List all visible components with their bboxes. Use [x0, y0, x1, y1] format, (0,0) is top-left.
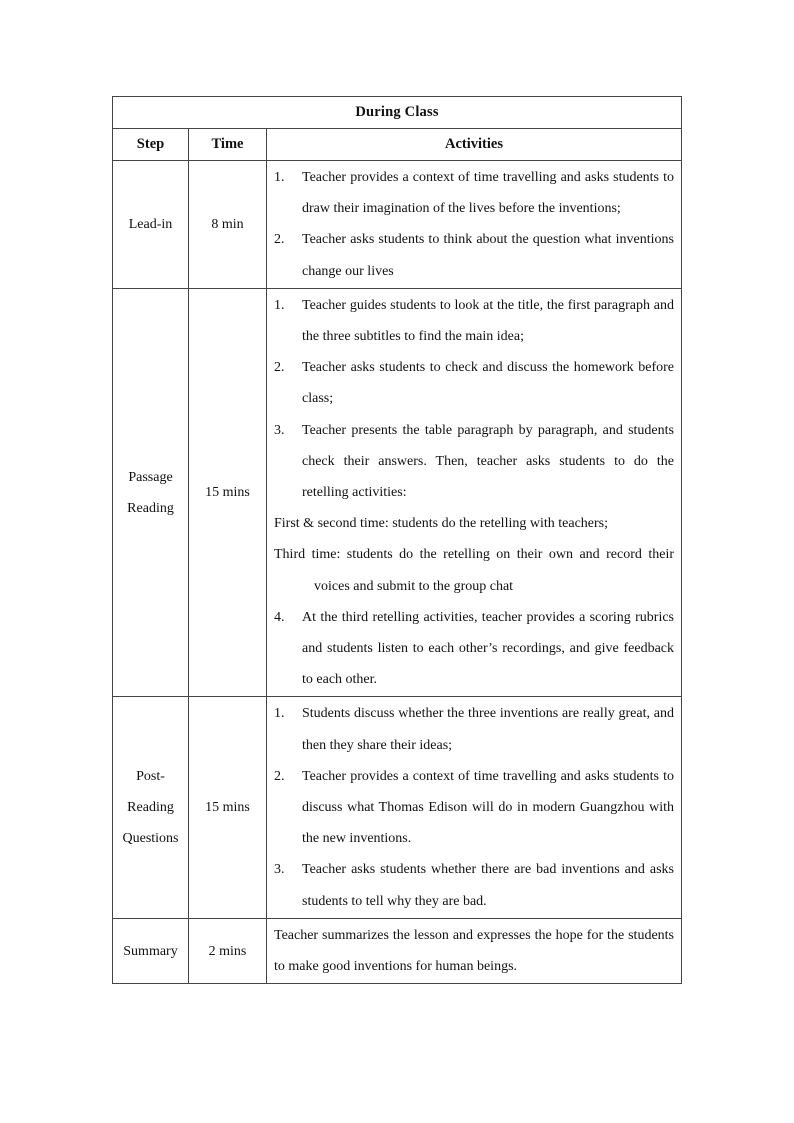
item-number: 2. — [274, 232, 285, 248]
table-row — [113, 161, 682, 289]
item-text: Teacher asks students to think about the question what inventions change our lives — [302, 232, 674, 279]
activity-item — [274, 698, 674, 760]
step-cell — [113, 161, 189, 289]
item-text: Teacher provides a context of time travelling and asks students to discuss what Thomas Edison will do in modern Guangzhou with the new inventions. — [302, 768, 674, 847]
table-row — [113, 288, 682, 697]
time-cell: 2 mins — [189, 918, 267, 983]
item-text: Teacher provides a context of time travelling and asks students to draw their imagination of the lives before the inventions; — [302, 170, 674, 217]
item-number: 1. — [274, 297, 285, 313]
item-number: 1. — [274, 170, 285, 185]
time-cell: 8 min — [189, 161, 267, 289]
activities-cell — [267, 161, 682, 289]
item-number: 4. — [274, 609, 285, 625]
table-row — [113, 918, 682, 983]
step-cell — [113, 288, 189, 697]
item-text: Teacher asks students to check and discuss the homework before class; — [302, 360, 674, 407]
item-number: 1. — [274, 706, 285, 722]
activity-item — [274, 290, 674, 352]
activity-item — [274, 162, 674, 224]
step-cell — [113, 918, 189, 983]
activity-note: First & second time: students do the retelling with teachers; — [274, 516, 608, 532]
item-text: Students discuss whether the three inventions are really great, and then they share their ideas; — [302, 706, 674, 753]
item-text: At the third retelling activities, teacher provides a scoring rubrics and students listen to each other’s recordings, and give feedback to each other. — [302, 609, 674, 688]
step-label-line: Reading — [127, 500, 174, 516]
activity-item — [274, 224, 674, 286]
header-step: Step — [113, 129, 189, 161]
step-label-line: Reading — [127, 800, 174, 816]
activities-cell — [267, 697, 682, 918]
table-row — [113, 697, 682, 918]
step-cell — [113, 697, 189, 918]
item-text: Teacher guides students to look at the title, the first paragraph and the three subtitles to find the main idea; — [302, 297, 674, 345]
step-label-line: Questions — [122, 831, 179, 847]
activity-item — [274, 352, 674, 414]
table-title: During Class — [113, 97, 682, 129]
time-cell: 15 mins — [189, 288, 267, 697]
item-text: Teacher presents the table paragraph by paragraph, and students check their answers. Then, teacher asks students to do the retelling activities: — [302, 422, 674, 501]
item-number: 3. — [274, 422, 285, 438]
item-number: 2. — [274, 360, 285, 376]
step-label: Lead-in — [128, 216, 173, 232]
activity-item — [274, 415, 674, 509]
step-label-line: Post- — [136, 769, 165, 785]
activities-cell — [267, 288, 682, 697]
step-label-line: Passage — [128, 469, 173, 485]
activity-note: Third time: students do the retelling on their own and record their voices and submit to the group chat — [274, 547, 674, 594]
table-title-row — [113, 97, 682, 129]
table-header-row — [113, 129, 682, 161]
summary-text: Teacher summarizes the lesson and expresses the hope for the students to make good inventions for human beings. — [274, 927, 674, 975]
activity-item — [274, 854, 674, 916]
item-number: 3. — [274, 862, 285, 878]
activities-cell — [267, 918, 682, 983]
header-activities: Activities — [267, 129, 682, 161]
lesson-plan-table — [112, 96, 682, 984]
item-text: Teacher asks students whether there are bad inventions and asks students to tell why they are bad. — [302, 862, 674, 909]
step-label: Summary — [123, 943, 178, 959]
item-number: 2. — [274, 768, 285, 784]
activity-item — [274, 602, 674, 696]
time-cell: 15 mins — [189, 697, 267, 918]
header-time: Time — [189, 129, 267, 161]
activity-item — [274, 761, 674, 855]
